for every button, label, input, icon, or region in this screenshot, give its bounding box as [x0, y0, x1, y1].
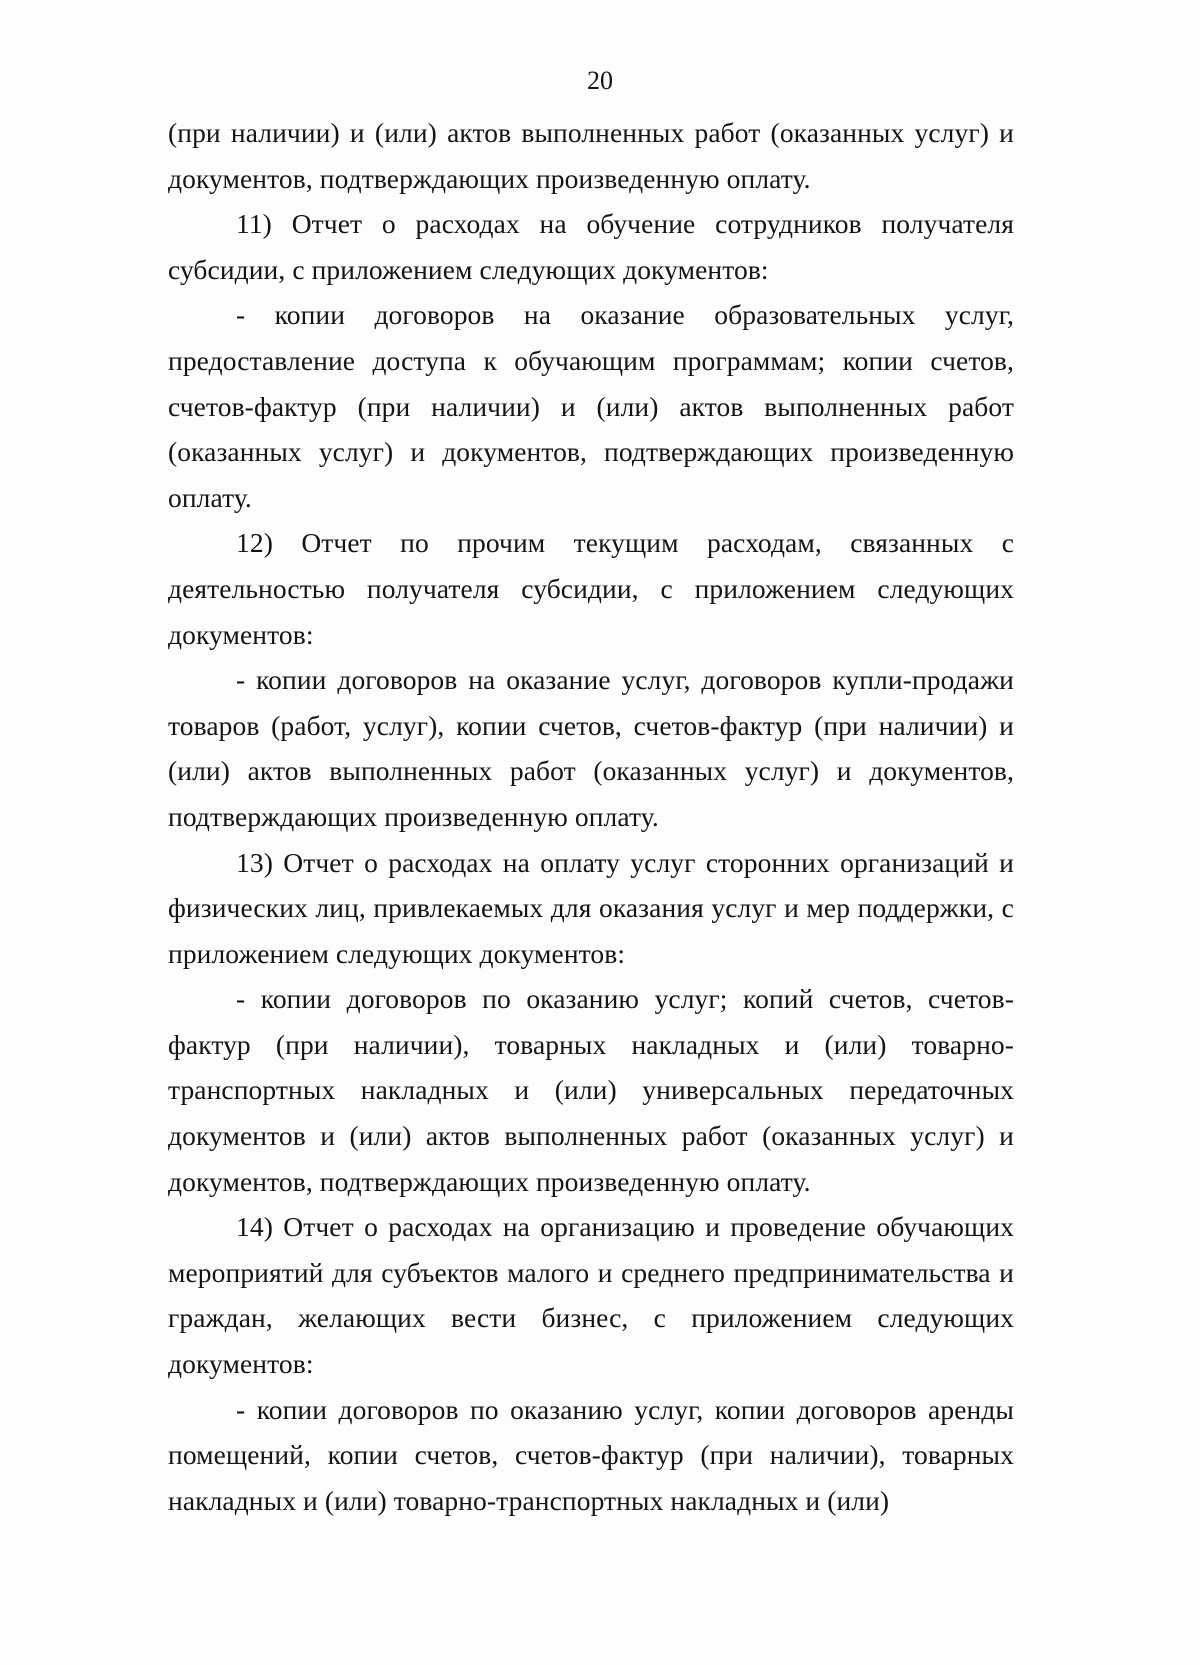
paragraph-item-13: 13) Отчет о расходах на оплату услуг сторонних организаций и физических лиц, привлекаемых для оказания услуг и мер поддержки, с приложением следующих документов: — [168, 846, 1014, 969]
paragraph-item-14: 14) Отчет о расходах на организацию и проведение обучающих мероприятий для субъектов малого и среднего предпринимательства и граждан, желающих вести бизнес, с приложением следующих документов: — [168, 1211, 1014, 1380]
paragraph-item-14-documents: - копии договоров по оказанию услуг, копии договоров аренды помещений, копии счетов, счетов-фактур (при наличии), товарных накладных и (или) товарно-транспортных накладных и (или) — [168, 1393, 1014, 1516]
paragraph-continuation: (при наличии) и (или) актов выполненных работ (оказанных услуг) и документов, подтверждающих произведенную оплату. — [168, 117, 1014, 194]
paragraph-item-11-documents: - копии договоров на оказание образовательных услуг, предоставление доступа к обучающим программам; копии счетов, счетов-фактур (при наличии) и (или) актов выполненных работ (оказанных услуг) и документов, подтверждающих произведенную оплату. — [168, 299, 1014, 513]
paragraph-item-13-documents: - копии договоров по оказанию услуг; копий счетов, счетов-фактур (при наличии), товарных накладных и (или) товарно-транспортных накладных и (или) универсальных передаточных документов и (или) актов выполненных работ (оказанных услуг) и документов, подтверждающих произведенную оплату. — [168, 983, 1014, 1197]
paragraph-item-12-documents: - копии договоров на оказание услуг, договоров купли-продажи товаров (работ, услуг), копии счетов, счетов-фактур (при наличии) и (или) актов выполненных работ (оказанных услуг) и документов, подтверждающих произведенную оплату. — [168, 664, 1014, 832]
paragraph-item-12: 12) Отчет по прочим текущим расходам, связанных с деятельностью получателя субсидии, с приложением следующих документов: — [168, 527, 1014, 650]
paragraph-item-11: 11) Отчет о расходах на обучение сотрудников получателя субсидии, с приложением следующих документов: — [168, 208, 1014, 285]
document-body — [168, 110, 1014, 1523]
page-number: 20 — [587, 66, 613, 95]
